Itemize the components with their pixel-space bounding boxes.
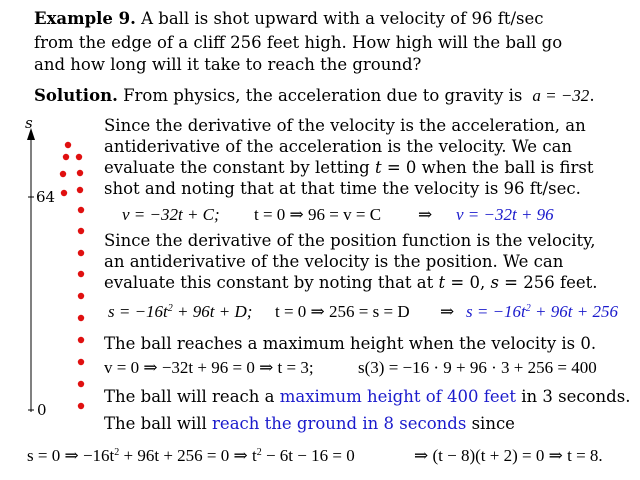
para2-line-3 [104, 273, 598, 293]
eq2-position-general [108, 302, 252, 322]
ball-dot [78, 315, 84, 321]
para4-pre: The ball will reach a [104, 387, 280, 406]
ball-dot [78, 207, 84, 213]
para2-text-3e: = 256 feet. [498, 273, 598, 292]
ball-dot [78, 293, 84, 299]
eq4-a4: 2 [256, 447, 262, 458]
para4-line [104, 387, 630, 407]
eq4-a3: + 96t + 256 = 0 ⇒ t [119, 446, 257, 465]
axis-label-s: s [25, 114, 33, 132]
eq1-velocity-result: v = −32t + 96 [456, 205, 554, 224]
eq2-c3: + 96t + 256 [530, 302, 618, 321]
solution-line [34, 86, 595, 106]
tick-label-64: 64 [36, 188, 56, 206]
eq4-ground-condition [27, 446, 355, 466]
para2-line-1: Since the derivative of the position function is the velocity, [104, 231, 596, 250]
example-line-1 [34, 9, 543, 29]
para1-line-1: Since the derivative of the velocity is the acceleration, an [104, 116, 586, 135]
eq1-initial-condition: t = 0 ⇒ 96 = v = C [254, 205, 382, 224]
ball-dot [78, 271, 84, 277]
para2-var-s: s [490, 273, 499, 292]
eq2-c1: s = −16t [466, 302, 526, 321]
accel-expression: a = −32 [532, 86, 590, 105]
para2-line-2: an antiderivative of the velocity is the position. We can [104, 252, 564, 271]
solution-text: From physics, the acceleration due to gravity is [123, 86, 523, 105]
eq4-a5: − 6t − 16 = 0 [261, 446, 355, 465]
eq2-a-exponent: 2 [167, 303, 173, 314]
ground-time-highlight: reach the ground in 8 seconds [212, 414, 467, 433]
para1-var-t: t [374, 158, 382, 177]
ball-dot [78, 359, 84, 365]
ball-positions [60, 142, 84, 409]
eq4-a1: s = 0 ⇒ −16t [27, 446, 115, 465]
example-label: Example 9. [34, 9, 136, 28]
eq2-c-exponent: 2 [525, 303, 531, 314]
para5-pre: The ball will [104, 414, 213, 433]
ball-dot [61, 190, 67, 196]
para2-text-3a: evaluate this constant by noting that at [104, 273, 434, 292]
ball-dot [77, 170, 83, 176]
tick-label-0: 0 [37, 401, 47, 419]
para2-text-3c: = 0, [445, 273, 491, 292]
eq1-velocity-general: v = −32t + C; [122, 205, 220, 224]
solution-label: Solution. [34, 86, 118, 105]
eq2-initial-condition: t = 0 ⇒ 256 = s = D [275, 302, 410, 321]
eq2-implies-arrow: ⇒ [440, 302, 455, 321]
ball-dot [78, 381, 84, 387]
ball-dot [78, 337, 84, 343]
ball-dot [65, 142, 71, 148]
eq1-implies-arrow: ⇒ [418, 205, 433, 224]
example-line-3: and how long will it take to reach the ground? [34, 55, 422, 74]
eq3-max-height: s(3) = −16 · 9 + 96 · 3 + 256 = 400 [358, 358, 597, 377]
para1-line-4: shot and noting that at that time the velocity is 96 ft/sec. [104, 179, 581, 198]
para4-post: in 3 seconds. [516, 387, 631, 406]
max-height-highlight: maximum height of 400 feet [279, 387, 516, 406]
ball-dot [78, 250, 84, 256]
ball-dot [78, 228, 84, 234]
eq2-a1: s = −16t [108, 302, 168, 321]
para5-line [104, 414, 515, 434]
para1-text-3c: = 0 when the ball is first [381, 158, 594, 177]
para2-var-t: t [438, 273, 446, 292]
ball-dot [63, 154, 69, 160]
eq2-position-result [466, 302, 618, 322]
ball-dot [78, 403, 84, 409]
para1-text-3a: evaluate the constant by letting [104, 158, 370, 177]
eq3-max-time: v = 0 ⇒ −32t + 96 = 0 ⇒ t = 3; [104, 358, 314, 377]
para1-line-2: antiderivative of the acceleration is the velocity. We can [104, 137, 573, 156]
eq2-a3: + 96t + D; [172, 302, 253, 321]
ball-dot [60, 171, 66, 177]
eq4-factored: ⇒ (t − 8)(t + 2) = 0 ⇒ t = 8. [414, 446, 603, 465]
para1-line-3 [104, 158, 594, 178]
ball-dot [76, 154, 82, 160]
eq4-a2: 2 [114, 447, 120, 458]
solution-period: . [589, 86, 595, 105]
example-text-1: A ball is shot upward with a velocity of 96 ft/sec [141, 9, 544, 28]
para5-post: since [466, 414, 515, 433]
para3-line-1: The ball reaches a maximum height when the velocity is 0. [104, 334, 597, 353]
example-line-2: from the edge of a cliff 256 feet high. How high will the ball go [34, 33, 563, 52]
ball-dot [77, 187, 83, 193]
